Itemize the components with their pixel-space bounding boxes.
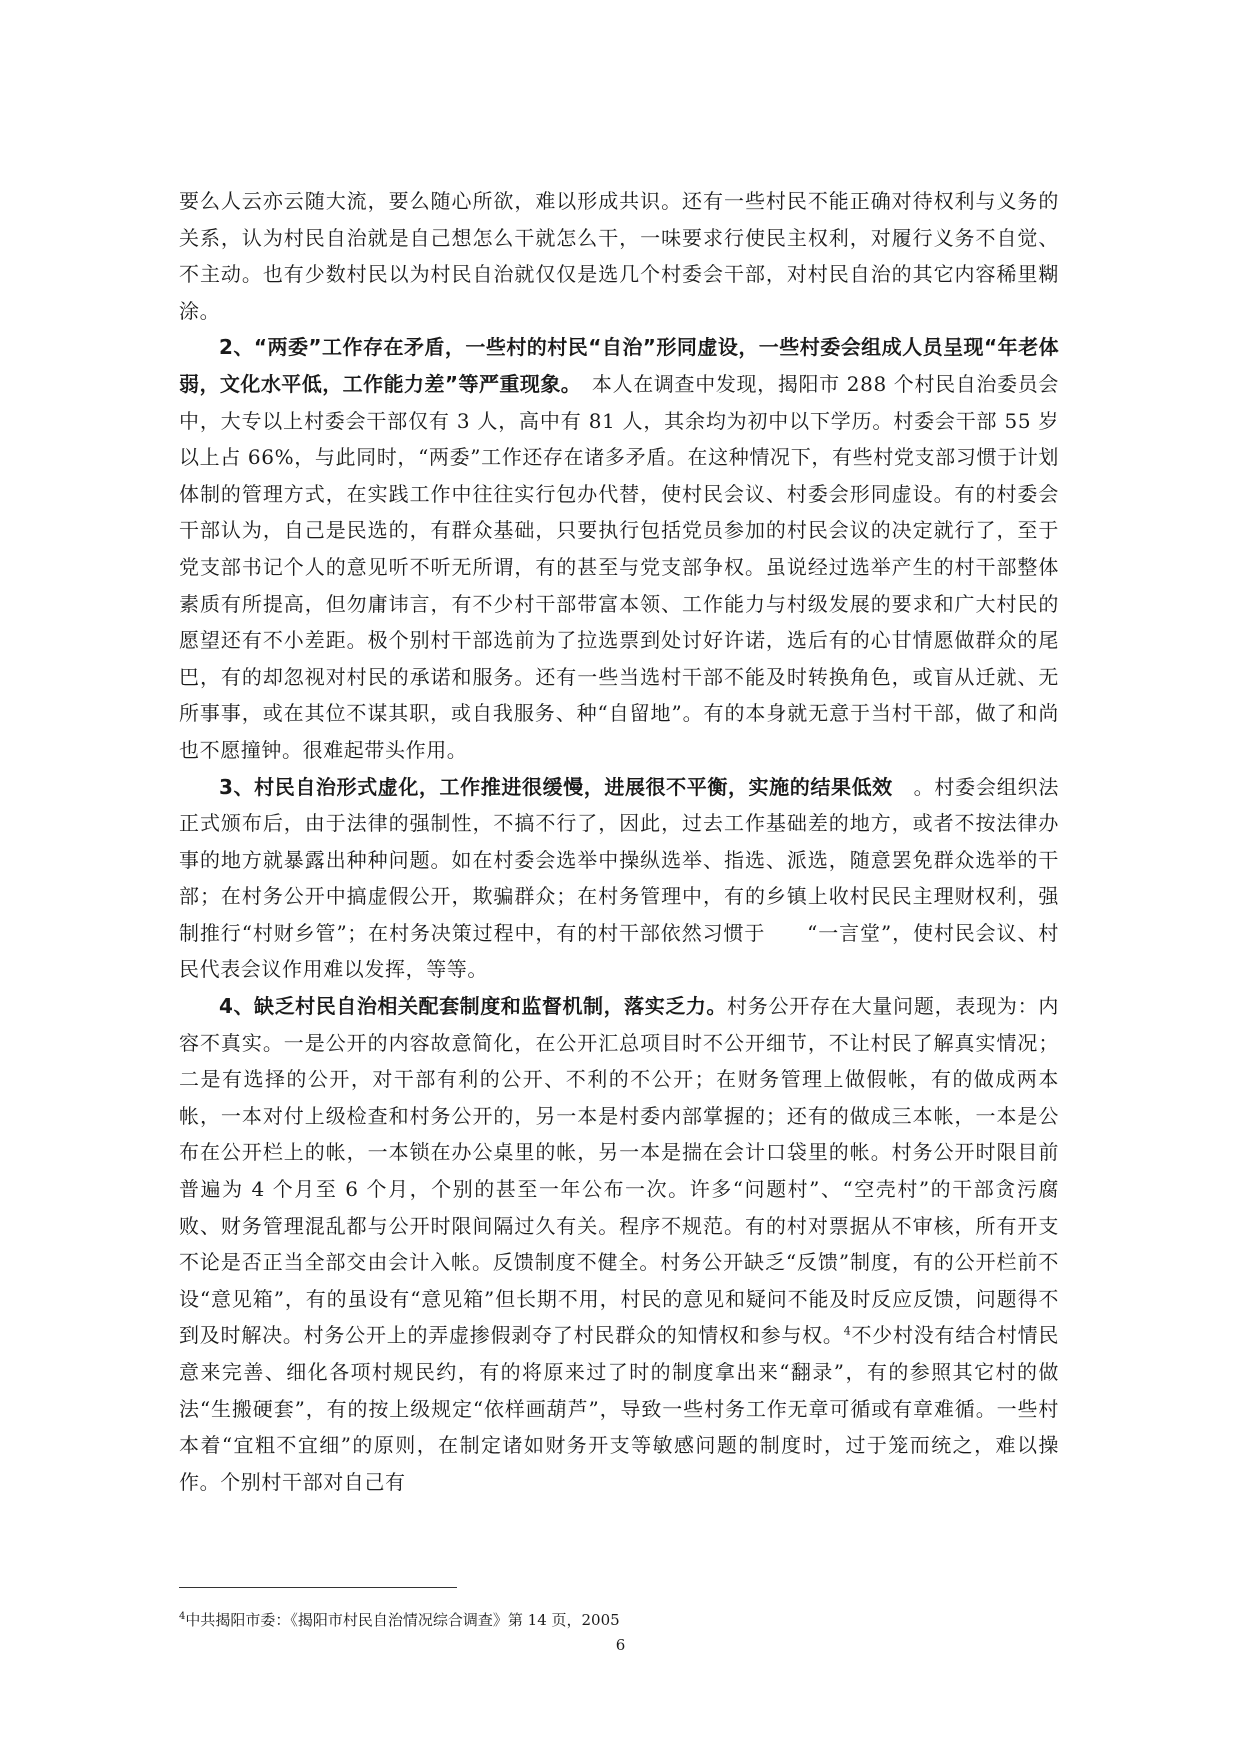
footnote-divider bbox=[179, 1587, 457, 1588]
paragraph-2-text: 本人在调查中发现，揭阳市 288 个村民自治委员会中，大专以上村委会干部仅有 3 人，高中有 81 人，其余均为初中以下学历。村委会干部 55 岁以上占 66%，与此同时，“两委”工作还存在诸多矛盾。在这种情况下，有些村党支部习惯于计划体制的管理方式，在实践工作中往往实行包办代替，使村民会议、村委会形同虚设。有的村委会干部认为，自己是民选的，有群众基础，只要执行包括党员参加的村民会议的决定就行了，至于党支部书记个人的意见听不听无所谓，有的甚至与党支部争权。虽说经过选举产生的村干部整体素质有所提高，但勿庸讳言，有不少村干部带富本领、工作能力与村级发展的要求和广大村民的愿望还有不小差距。极个别村干部选前为了拉选票到处讨好许诺，选后有的心甘情愿做群众的尾巴，有的却忽视对村民的承诺和服务。还有一些当选村干部不能及时转换角色，或盲从迁就、无所事事，或在其位不谋其职，或自我服务、种“自留地”。有的本身就无意于当村干部，做了和尚也不愿撞钟。很难起带头作用。 bbox=[179, 371, 1059, 762]
paragraph-4-text-continued: 不少村没有结合村情民意来完善、细化各项村规民约，有的将原来过了时的制度拿出来“翻录”，有的参照其它村的做法“生搬硬套”，有的按上级规定“依样画葫芦”，导致一些村务工作无章可循或有章难循。一些村本着“宜粗不宜细”的原则，在制定诸如财务开支等敏感问题的制度时，过于笼而统之，难以操作。个别村干部对自己有 bbox=[179, 1323, 1060, 1494]
paragraph-1-text: 要么人云亦云随大流，要么随心所欲，难以形成共识。还有一些村民不能正确对待权利与义务的关系，认为村民自治就是自己想怎么干就怎么干，一味要求行使民主权利，对履行义务不自觉、不主动。也有少数村民以为村民自治就仅仅是选几个村委会干部，对村民自治的其它内容稀里糊涂。 bbox=[179, 189, 1059, 323]
section-heading-3: 3、村民自治形式虚化，工作推进很缓慢，进展很不平衡，实施的结果低效 bbox=[219, 774, 893, 799]
footnote-reference[interactable]: 4 bbox=[843, 1324, 852, 1338]
footnote-text: 中共揭阳市委：《揭阳市村民自治情况综合调查》第 14 页，2005 bbox=[185, 1611, 620, 1629]
body-text bbox=[179, 183, 1059, 1500]
paragraph-4-text: 村务公开存在大量问题，表现为：内容不真实。一是公开的内容故意简化，在公开汇总项目时不公开细节，不让村民了解真实情况；二是有选择的公开，对干部有利的公开、不利的不公开；在财务管理上做假帐，有的做成两本帐，一本对付上级检查和村务公开的，另一本是村委内部掌握的；还有的做成三本帐，一本是公布在公开栏上的帐，一本锁在办公桌里的帐，另一本是揣在会计口袋里的帐。村务公开时限目前普遍为 4 个月至 6 个月，个别的甚至一年公布一次。许多“问题村”、“空壳村”的干部贪污腐败、财务管理混乱都与公开时限间隔过久有关。程序不规范。有的村对票据从不审核，所有开支不论是否正当全部交由会计入帐。反馈制度不健全。村务公开缺乏“反馈”制度，有的公开栏前不设“意见箱”，有的虽设有“意见箱”但长期不用，村民的意见和疑问不能及时反应反馈，问题得不到及时解决。村务公开上的弄虚掺假剥夺了村民群众的知情权和参与权。 bbox=[179, 994, 1059, 1348]
paragraph-1 bbox=[179, 183, 1059, 329]
page-number: 6 bbox=[615, 1636, 626, 1654]
paragraph-3 bbox=[179, 769, 1059, 989]
paragraph-4 bbox=[179, 988, 1059, 1500]
footnote bbox=[179, 1610, 1059, 1630]
footnote-number: 4 bbox=[179, 1611, 186, 1622]
section-heading-2: 2、“两委”工作存在矛盾，一些村的村民“自治”形同虚设，一些村委会组成人员呈现“年老体弱，文化水平低，工作能力差”等严重现象。 bbox=[179, 335, 1059, 396]
section-heading-4: 4、缺乏村民自治相关配套制度和监督机制，落实乏力。 bbox=[219, 994, 727, 1019]
paragraph-2 bbox=[179, 329, 1059, 768]
paragraph-3-text: 。村委会组织法正式颁布后，由于法律的强制性，不搞不行了，因此，过去工作基础差的地方，或者不按法律办事的地方就暴露出种种问题。如在村委会选举中操纵选举、指选、派选，随意罢免群众选举的干部；在村务公开中搞虚假公开，欺骗群众；在村务管理中，有的乡镇上收村民民主理财权利，强制推行“村财乡管”；在村务决策过程中，有的村干部依然习惯于 “一言堂”，使村民会议、村民代表会议作用难以发挥，等等。 bbox=[179, 774, 1059, 982]
